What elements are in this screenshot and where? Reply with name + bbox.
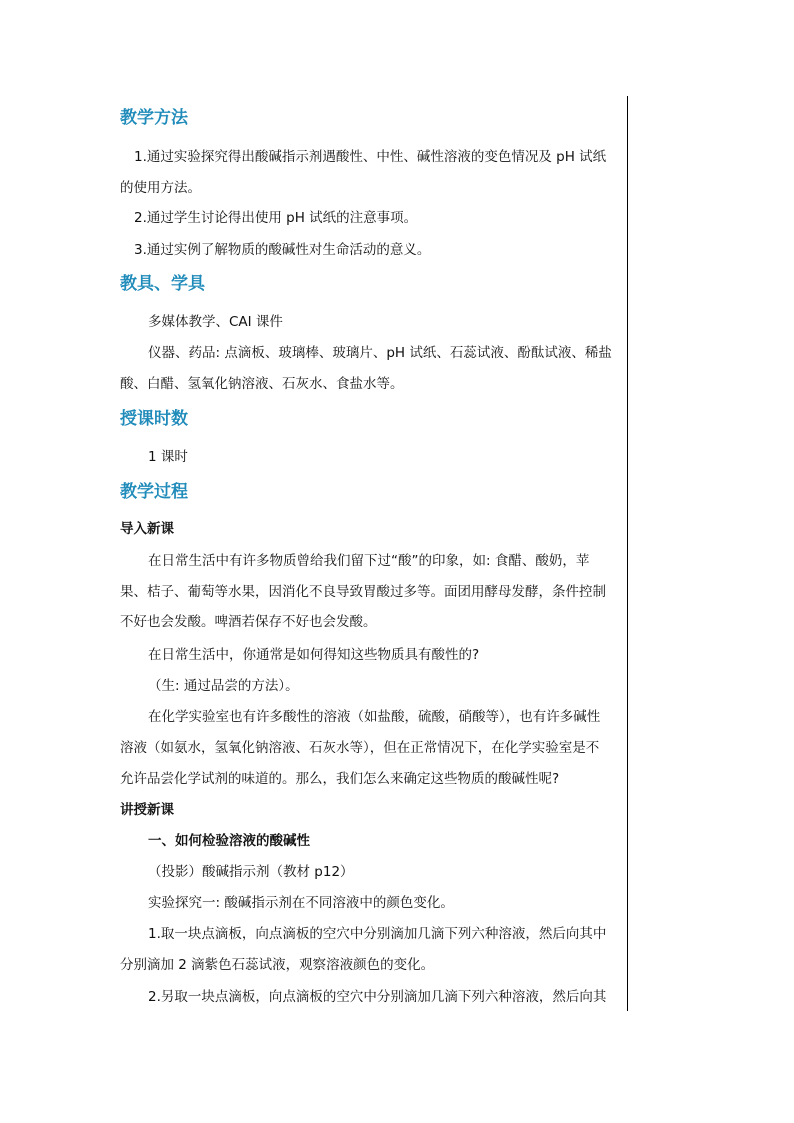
section-title-methods: 教学方法: [120, 108, 188, 128]
lecture-line-5: 2.另取一块点滴板，向点滴板的空穴中分别滴加几滴下列六种溶液，然后向其: [148, 989, 607, 1005]
lecture-subheading: 一、如何检验溶液的酸碱性: [148, 833, 310, 849]
tools-line-2: 仪器、药品: 点滴板、玻璃棒、玻璃片、pH 试纸、石蕊试液、酚酞试液、稀盐: [148, 345, 612, 361]
tools-line-1: 多媒体教学、CAI 课件: [148, 314, 283, 330]
intro-heading: 导入新课: [120, 521, 174, 537]
intro-line-4: 在日常生活中，你通常是如何得知这些物质具有酸性的?: [148, 647, 480, 663]
right-margin-rule: [627, 96, 628, 1011]
methods-item-1-cont: 的使用方法。: [120, 180, 201, 196]
lecture-heading: 讲授新课: [120, 802, 174, 818]
section-title-process: 教学过程: [120, 482, 188, 502]
lecture-line-4: 分别滴加 2 滴紫色石蕊试液，观察溶液颜色的变化。: [120, 957, 435, 973]
intro-line-8: 允许品尝化学试剂的味道的。那么，我们怎么来确定这些物质的酸碱性呢?: [120, 771, 560, 787]
intro-line-2: 果、桔子、葡萄等水果，因消化不良导致胃酸过多等。面团用酵母发酵，条件控制: [120, 584, 606, 600]
lecture-line-3: 1.取一块点滴板，向点滴板的空穴中分别滴加几滴下列六种溶液，然后向其中: [148, 926, 607, 942]
section-title-hours: 授课时数: [120, 409, 188, 429]
intro-line-5: （生: 通过品尝的方法）。: [148, 678, 299, 694]
tools-line-3: 酸、白醋、氢氧化钠溶液、石灰水、食盐水等。: [120, 376, 404, 392]
hours-value: 1 课时: [148, 449, 188, 465]
intro-line-6: 在化学实验室也有许多酸性的溶液（如盐酸，硫酸，硝酸等），也有许多碱性: [148, 709, 601, 725]
methods-item-1: 1.通过实验探究得出酸碱指示剂遇酸性、中性、碱性溶液的变色情况及 pH 试纸: [134, 149, 607, 165]
methods-item-3: 3.通过实例了解物质的酸碱性对生命活动的意义。: [134, 242, 431, 258]
intro-line-3: 不好也会发酸。啤酒若保存不好也会发酸。: [120, 614, 377, 630]
intro-line-7: 溶液（如氨水，氢氧化钠溶液、石灰水等），但在正常情况下，在化学实验室是不: [120, 740, 600, 756]
lecture-line-2: 实验探究一: 酸碱指示剂在不同溶液中的颜色变化。: [148, 895, 454, 911]
methods-item-2: 2.通过学生讨论得出使用 pH 试纸的注意事项。: [134, 210, 418, 226]
section-title-tools: 教具、学具: [120, 274, 205, 294]
lecture-line-1: （投影）酸碱指示剂（教材 p12）: [148, 864, 354, 880]
intro-line-1: 在日常生活中有许多物质曾给我们留下过“酸”的印象，如: 食醋、酸奶，苹: [148, 553, 590, 569]
